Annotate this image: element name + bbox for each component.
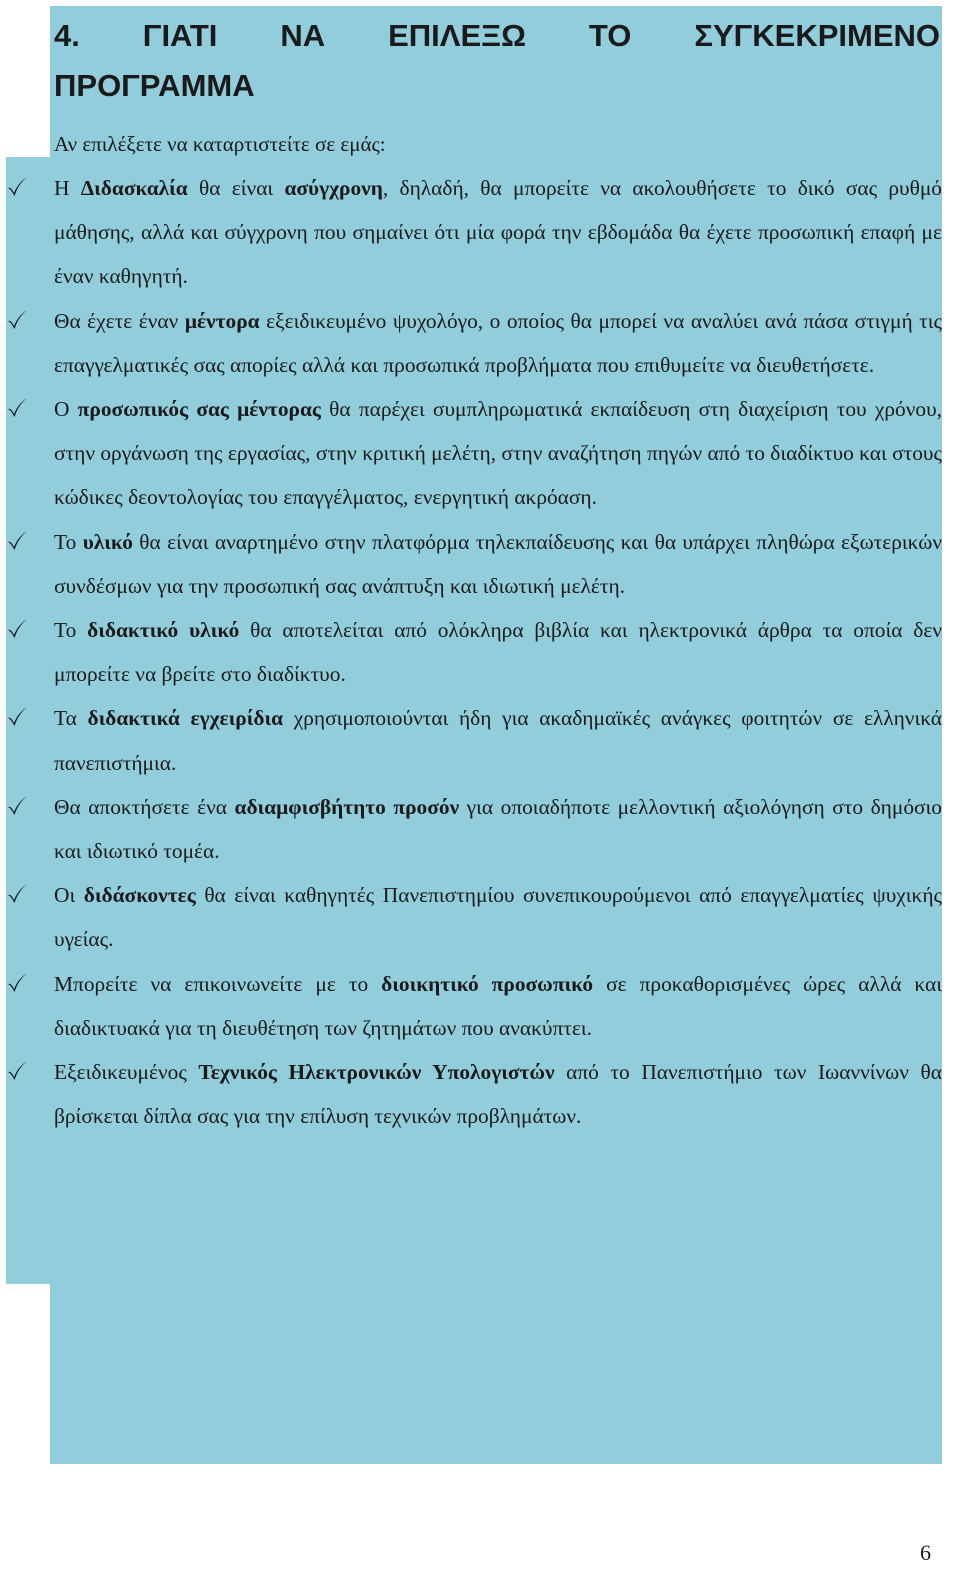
emphasis-text: Τεχνικός Ηλεκτρονικών Υπολογιστών [198,1060,555,1085]
emphasis-text: διοικητικό προσωπικό [381,971,594,996]
emphasis-text: διδάσκοντες [83,883,196,908]
emphasis-text: αδιαμφισβήτητο προσόν [234,794,460,819]
body-text: θα αποτελείται από ολόκληρα βιβλία και ηλεκτρονικά άρθρα τα οποία δεν μπορείτε να βρείτε στο διαδίκτυο. [54,618,942,687]
body-text: Η [54,176,81,200]
body-text: Μπορείτε να επικοινωνείτε με το [54,971,382,996]
list-item [0,520,942,608]
emphasis-text: μέντορα [184,308,260,333]
emphasis-text: προσωπικός σας μέντορας [77,397,321,422]
body-text: , δηλαδή, θα μπορείτε να ακολουθήσετε το δικό σας ρυθμό μάθησης, αλλά και σύγχρονη που σημαίνει ότι μία φορά την εβδομάδα θα έχετε προσωπική επαφή με έναν καθηγητή. [54,176,943,289]
list-item [0,873,942,961]
checkmark-icon [6,696,36,740]
body-text: Εξειδικευμένος [54,1060,199,1085]
list-item [0,1050,942,1138]
body-text: χρησιμοποιούνται ήδη για ακαδημαϊκές ανάγκες φοιτητών σε ελληνικά πανεπιστήμια. [54,706,942,775]
list-item [0,608,942,696]
body-text: θα παρέχει συμπληρωματικά εκπαίδευση στη διαχείριση του χρόνου, στην οργάνωση της εργασίας, στην κριτική μελέτη, στην αναζήτηση πηγών από το διαδίκτυο και στους κώδικες δεοντολογίας του επαγγέλματος, ενεργητική ακρόαση. [54,397,943,510]
checkmark-icon [6,1050,36,1094]
body-text: Θα έχετε έναν [54,308,185,333]
checkmark-icon [6,520,36,564]
body-text: Τα [54,706,88,731]
body-text: Οι [54,883,84,908]
body-text: εξειδικευμένο ψυχολόγο, ο οποίος θα μπορεί να αναλύει ανά πάσα στιγμή τις επαγγελματικές σας απορίες αλλά και προσωπικά προβλήματα που επιθυμείτε να διευθετήσετε. [54,308,942,377]
checkmark-icon [6,608,36,652]
emphasis-text: Διδασκαλία [80,176,188,200]
emphasis-text: διδακτικά εγχειρίδια [87,706,284,731]
body-text: θα είναι καθηγητές Πανεπιστημίου συνεπικουρούμενοι από επαγγελματίες ψυχικής υγείας. [54,883,942,952]
emphasis-text: ασύγχρονη [284,176,383,200]
list-item [0,387,942,520]
page-number: 6 [920,1540,931,1565]
benefits-list [0,166,960,1138]
list-item [0,962,942,1050]
list-item [0,785,942,873]
emphasis-text: υλικό [82,529,133,554]
intro-text: Αν επιλέξετε να καταρτιστείτε σε εμάς: [54,132,386,156]
checkmark-icon [6,785,36,829]
list-item [0,166,942,299]
list-item [0,299,942,387]
section-title-line-2: ΠΡΟΓΡΑΜΜΑ [54,68,255,103]
body-text: για οποιαδήποτε μελλοντική αξιολόγηση στο δημόσιο και ιδιωτικό τομέα. [54,794,942,864]
body-text: Ο [54,397,78,422]
body-text: Το [54,529,83,554]
list-item [0,696,942,784]
body-text: σε προκαθορισμένες ώρες αλλά και διαδικτυακά για τη διευθέτηση των ζητημάτων που ανακύπτει. [54,971,942,1040]
body-text: Το [54,618,88,643]
checkmark-icon [6,962,36,1006]
body-text: θα είναι [187,176,285,200]
emphasis-text: διδακτικό υλικό [87,618,240,643]
section-title-line-1: 4. ΓΙΑΤΙ ΝΑ ΕΠΙΛΕΞΩ ΤΟ ΣΥΓΚΕΚΡΙΜΕΝΟ [54,18,940,53]
checkmark-icon [6,387,36,431]
checkmark-icon [6,873,36,917]
checkmark-icon [6,166,36,210]
checkmark-icon [6,299,36,343]
body-text: από το Πανεπιστήμιο των Ιωαννίνων θα βρίσκεται δίπλα σας για την επίλυση τεχνικών προβλημάτων. [54,1060,942,1129]
body-text: Θα αποκτήσετε ένα [54,794,235,819]
body-text: θα είναι αναρτημένο στην πλατφόρμα τηλεκπαίδευσης και θα υπάρχει πληθώρα εξωτερικών συνδέσμων για την προσωπική σας ανάπτυξη και ιδιωτική μελέτη. [54,529,943,598]
